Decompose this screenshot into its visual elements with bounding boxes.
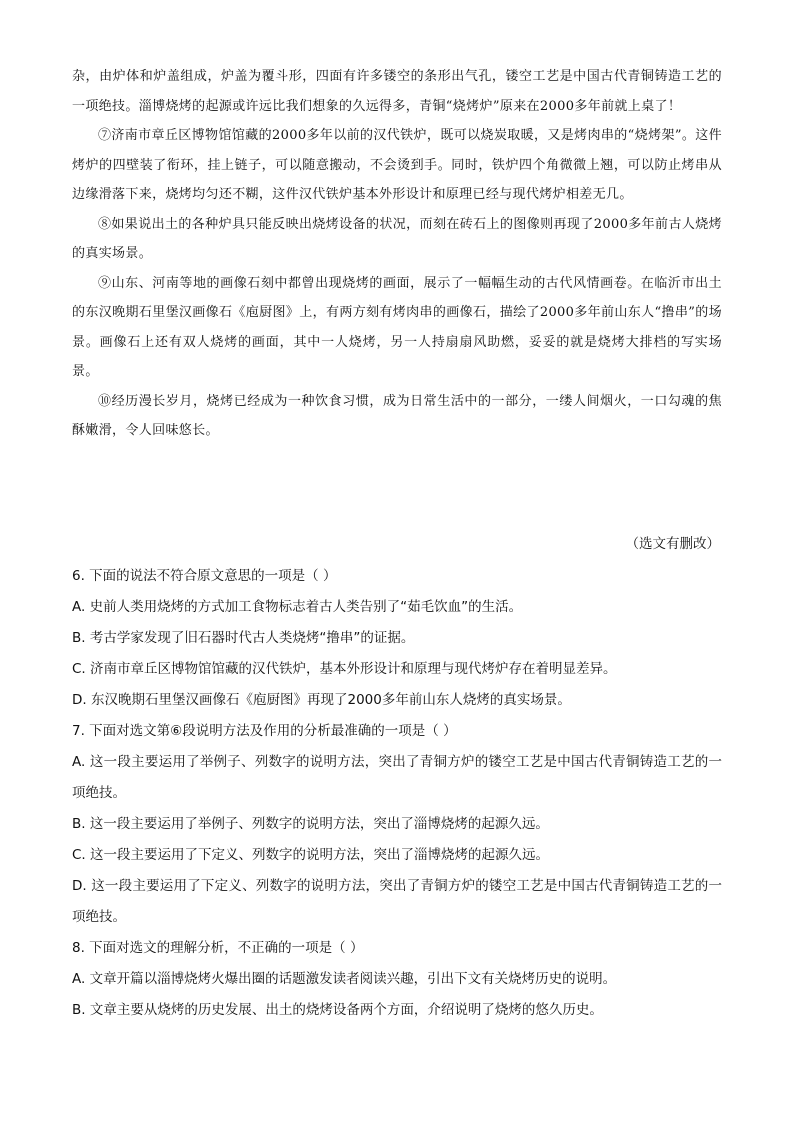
- question-6-option-d: D. 东汉晚期石里堡汉画像石《庖厨图》再现了2000多年前山东人烧烤的真实场景。: [72, 692, 571, 708]
- question-7-option-b: B. 这一段主要运用了举例子、列数字的说明方法，突出了淄博烧烤的起源久远。: [72, 816, 549, 832]
- question-6-option-a: A. 史前人类用烧烤的方式加工食物标志着古人类告别了“茹毛饮血”的生活。: [72, 599, 523, 615]
- passage-paragraph-6-continued: 杂，由炉体和炉盖组成，炉盖为覆斗形，四面有许多镂空的条形出气孔，镂空工艺是中国古代青铜铸造工艺的一项绝技。淄博烧烤的起源或许远比我们想象的久远得多，青铜“烧烤炉”原来在2000多年前就上桌了！: [72, 69, 722, 114]
- question-7-option-d: D. 这一段主要运用了下定义、列数字的说明方法，突出了青铜方炉的镂空工艺是中国古代青铜铸造工艺的一项绝技。: [72, 878, 722, 925]
- question-8-option-a: A. 文章开篇以淄博烧烤火爆出圈的话题激发读者阅读兴趣，引出下文有关烧烤历史的说明。: [72, 971, 617, 987]
- question-list: [72, 561, 722, 1026]
- question-6-option-b: B. 考古学家发现了旧石器时代古人类烧烤“撸串”的证据。: [72, 630, 415, 646]
- passage-paragraph-10: ⑩经历漫长岁月，烧烤已经成为一种饮食习惯，成为日常生活中的一部分，一缕人间烟火，一口勾魂的焦酥嫩滑，令人回味悠长。: [72, 393, 722, 438]
- passage-paragraph-9: ⑨山东、河南等地的画像石刻中都曾出现烧烤的画面，展示了一幅幅生动的古代风情画卷。在临沂市出土的东汉晚期石里堡汉画像石《庖厨图》上，有两方刻有烤肉串的画像石，描绘了2000多年前山东人“撸串”的场景。画像石上还有双人烧烤的画面，其中一人烧烤，另一人持扇扇风助燃，妥妥的就是烧烤大排档的写实场景。: [72, 275, 722, 379]
- question-7-option-c: C. 这一段主要运用了下定义、列数字的说明方法，突出了淄博烧烤的起源久远。: [72, 847, 550, 863]
- passage-paragraph-8: ⑧如果说出土的各种炉具只能反映出烧烤设备的状况，而刻在砖石上的图像则再现了2000多年前古人烧烤的真实场景。: [72, 216, 722, 261]
- source-note: （选文有删改）: [625, 536, 720, 552]
- question-6-option-c: C. 济南市章丘区博物馆馆藏的汉代铁炉，基本外形设计和原理与现代烤炉存在着明显差异。: [72, 661, 617, 677]
- question-8-option-b: B. 文章主要从烧烤的历史发展、出土的烧烤设备两个方面，介绍说明了烧烤的悠久历史。: [72, 1002, 603, 1018]
- reading-passage: [72, 62, 722, 446]
- passage-paragraph-7: ⑦济南市章丘区博物馆馆藏的2000多年以前的汉代铁炉，既可以烧炭取暖，又是烤肉串的“烧烤架”。这件烤炉的四壁装了衔环，挂上链子，可以随意搬动，不会烫到手。同时，铁炉四个角微微上翘，可以防止烤串从边缘滑落下来，烧烤均匀还不糊，这件汉代铁炉基本外形设计和原理已经与现代烤炉相差无几。: [72, 128, 722, 202]
- question-6-stem: 6. 下面的说法不符合原文意思的一项是（ ）: [72, 568, 337, 584]
- question-7-option-a: A. 这一段主要运用了举例子、列数字的说明方法，突出了青铜方炉的镂空工艺是中国古代青铜铸造工艺的一项绝技。: [72, 754, 722, 801]
- question-8-stem: 8. 下面对选文的理解分析，不正确的一项是（ ）: [72, 940, 364, 956]
- question-7-stem: 7. 下面对选文第⑥段说明方法及作用的分析最准确的一项是（ ）: [72, 723, 457, 739]
